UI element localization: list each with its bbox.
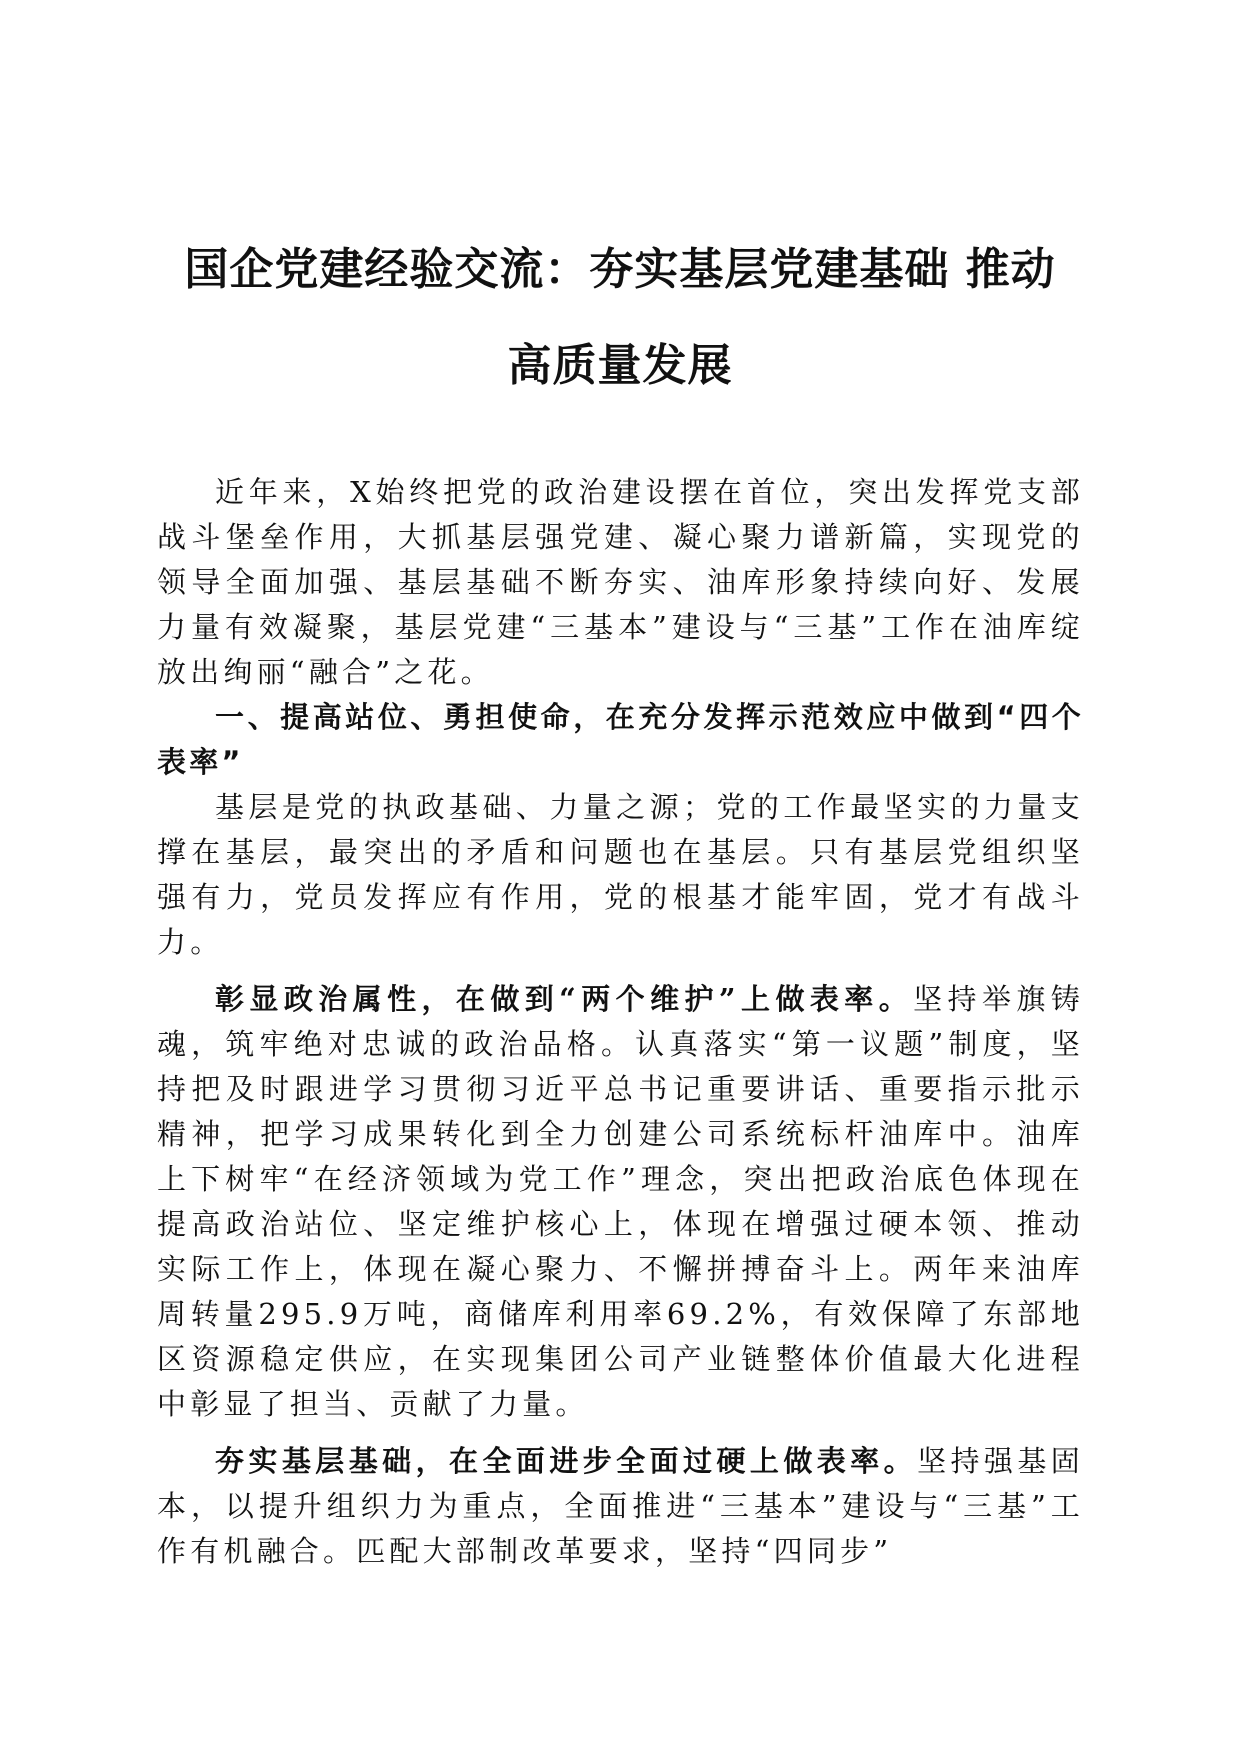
- section-heading-1-text: 一、提高站位、勇担使命，在充分发挥示范效应中做到“四个表率”: [157, 700, 1084, 779]
- political-paragraph: [157, 977, 1084, 1427]
- intro-paragraph: [157, 470, 1084, 695]
- section-heading-1: [157, 695, 1084, 785]
- document-title-line-1: 国企党建经验交流：夯实基层党建基础 推动: [184, 244, 1056, 295]
- foundation-paragraph-text: 坚持强基固本，以提升组织力为重点，全面推进“三基本”建设与“三基”工作有机融合。匹配大部制改革要求，坚持“四同步”: [157, 1444, 1084, 1568]
- political-paragraph-lead: 彰显政治属性，在做到“两个维护”上做表率。: [215, 982, 914, 1016]
- foundation-paragraph-lead: 夯实基层基础，在全面进步全面过硬上做表率。: [215, 1444, 918, 1478]
- foundation-paragraph: [157, 1439, 1084, 1574]
- section-1-paragraph-text: 基层是党的执政基础、力量之源；党的工作最坚实的力量支撑在基层，最突出的矛盾和问题也在基层。只有基层党组织坚强有力，党员发挥应有作用，党的根基才能牢固，党才有战斗力。: [157, 790, 1084, 959]
- document-title-line-2: 高质量发展: [507, 340, 733, 391]
- intro-paragraph-text: 近年来，X始终把党的政治建设摆在首位，突出发挥党支部战斗堡垒作用，大抓基层强党建、凝心聚力谱新篇，实现党的领导全面加强、基层基础不断夯实、油库形象持续向好、发展力量有效凝聚，基层党建“三基本”建设与“三基”工作在油库绽放出绚丽“融合”之花。: [157, 475, 1084, 689]
- section-1-paragraph: [157, 785, 1084, 965]
- document-title: [150, 222, 1090, 414]
- political-paragraph-text: 坚持举旗铸魂，筑牢绝对忠诚的政治品格。认真落实“第一议题”制度，坚持把及时跟进学习贯彻习近平总书记重要讲话、重要指示批示精神，把学习成果转化到全力创建公司系统标杆油库中。油库上下树牢“在经济领域为党工作”理念，突出把政治底色体现在提高政治站位、坚定维护核心上，体现在增强过硬本领、推动实际工作上，体现在凝心聚力、不懈拼搏奋斗上。两年来油库周转量295.9万吨，商储库利用率69.2%，有效保障了东部地区资源稳定供应，在实现集团公司产业链整体价值最大化进程中彰显了担当、贡献了力量。: [157, 982, 1084, 1421]
- document-body: [157, 470, 1084, 1574]
